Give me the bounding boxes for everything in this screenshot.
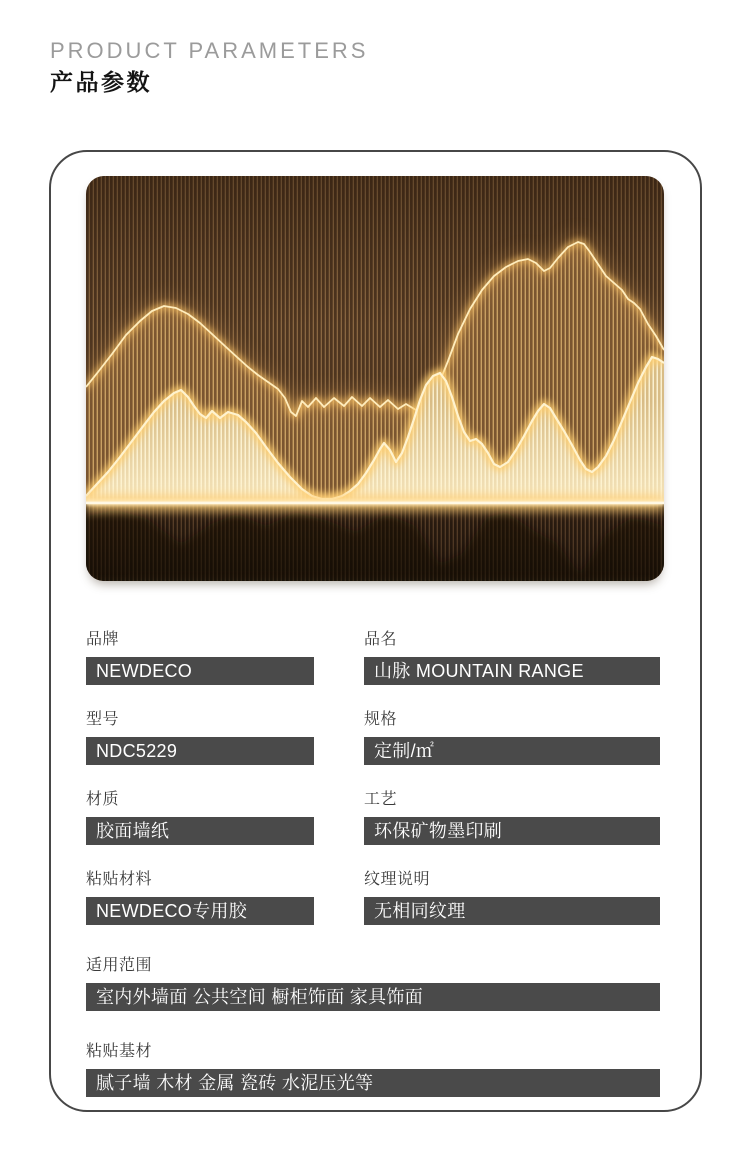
parameter-row: [364, 629, 660, 685]
parameter-row: [86, 869, 314, 925]
parameter-row: [364, 709, 660, 765]
product-image: [86, 176, 664, 581]
param-value: 环保矿物墨印刷: [364, 817, 660, 845]
param-label: 粘贴基材: [86, 1043, 153, 1060]
parameter-row: [364, 789, 660, 845]
parameter-row: [86, 709, 314, 765]
param-label: 规格: [364, 711, 398, 728]
parameter-row: [86, 789, 314, 845]
param-label: 品牌: [86, 631, 120, 648]
param-value: 无相同纹理: [364, 897, 660, 925]
parameter-row: [86, 629, 314, 685]
parameters-grid: [86, 605, 660, 1097]
page-header: [50, 40, 368, 94]
parameters-card: [49, 150, 702, 1112]
param-label: 纹理说明: [364, 871, 431, 888]
param-label: 工艺: [364, 791, 398, 808]
page-title-zh: 产品参数: [50, 69, 152, 95]
param-value: NDC5229: [86, 737, 314, 765]
param-value: NEWDECO: [86, 657, 314, 685]
page-title-en: PRODUCT PARAMETERS: [50, 38, 369, 63]
param-label: 品名: [364, 631, 398, 648]
param-label: 粘贴材料: [86, 871, 153, 888]
param-value: NEWDECO专用胶: [86, 897, 314, 925]
mountain-artwork: [86, 176, 664, 581]
parameter-row: [86, 955, 660, 1011]
parameter-row: [86, 1041, 660, 1097]
param-value: 腻子墙 木材 金属 瓷砖 水泥压光等: [86, 1069, 660, 1097]
param-value: 山脉 MOUNTAIN RANGE: [364, 657, 660, 685]
parameter-row: [364, 869, 660, 925]
param-label: 适用范围: [86, 957, 153, 974]
param-label: 型号: [86, 711, 120, 728]
param-value: 定制/㎡: [364, 737, 660, 765]
param-value: 胶面墙纸: [86, 817, 314, 845]
param-value: 室内外墙面 公共空间 橱柜饰面 家具饰面: [86, 983, 660, 1011]
param-label: 材质: [86, 791, 120, 808]
